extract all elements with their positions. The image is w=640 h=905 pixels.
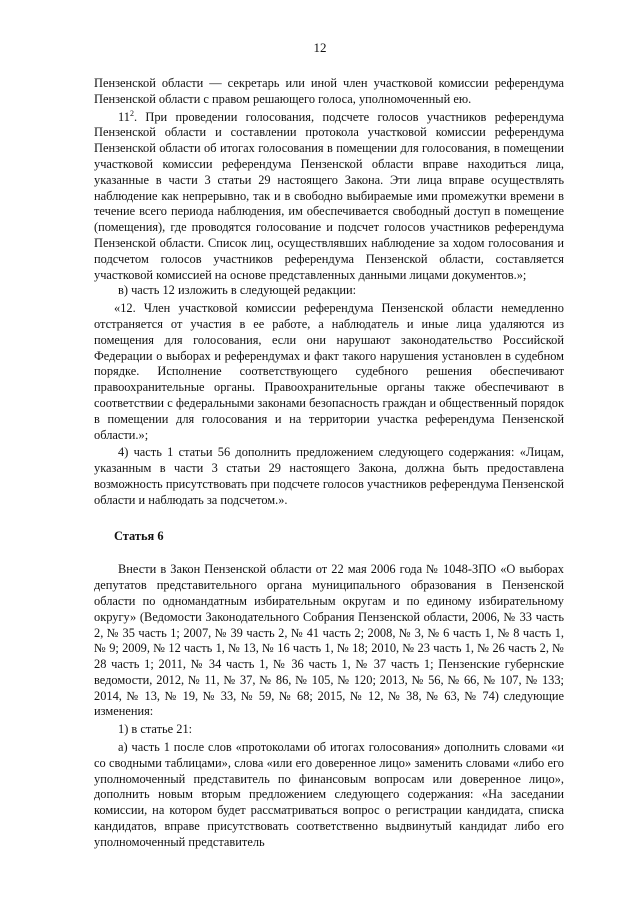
page-number: 12 — [313, 40, 327, 55]
paragraph-item-v: в) часть 12 изложить в следующей редакции: — [118, 283, 357, 298]
paragraph-article-6-intro: Внести в Закон Пензенской области от 22 мая 2006 года № 1048-ЗПО «О выборах депутатов представительного органа муниципального образования в Пензенской области по одномандатным избирательным округам и по единому избирательному округу» (Ведомости Законодательного Собрания Пензенской области, 2006, № 33 часть 2, № 35 часть 1; 2007, № 39 часть 2, № 41 часть 2; 2008, № 3, № 6 часть 1, № 8 часть 1, № 9; 2009, № 12 часть 1, № 13, № 16 часть 1, № 18; 2010, № 23 часть 1, № 26 часть 2, № 28 часть 1; 2011, № 34 часть 1, № 36 часть 1, № 37 часть 1; Пензенские губернские ведомости, 2012, № 11, № 37, № 86, № 105, № 120; 2013, № 56, № 66, № 107, № 133; 2014, № 13, № 19, № 33, № 59, № 68; 2015, № 12, № 38, № 63, № 74) следующие изменения: — [94, 562, 564, 719]
document-body — [94, 76, 564, 851]
paragraph-item-a: а) часть 1 после слов «протоколами об итогах голосования» дополнить словами «и со сводными таблицами», слова «или его доверенное лицо» заменить словами «либо его уполномоченный представитель по финансовым вопросам или доверенное лицо», дополнить новым вторым предложением следующего содержания: «На заседании комиссии, на котором будет рассматриваться вопрос о регистрации кандидата, списка кандидатов, вправе присутствовать соответственно выдвинутый кандидат либо его уполномоченный представитель — [94, 740, 564, 849]
clause-number: 11 — [118, 109, 130, 124]
paragraph-item-1: 1) в статье 21: — [118, 722, 193, 737]
paragraph-continuation: Пензенской области — секретарь или иной член участковой комиссии референдума Пензенской области с правом решающего голоса, уполномоченный ею. — [94, 76, 564, 106]
paragraph-item-4: 4) часть 1 статьи 56 дополнить предложением следующего содержания: «Лицам, указанным в части 3 статьи 29 настоящего Закона, должна быть предоставлена возможность присутствовать при подсчете голосов участников референдума Пензенской области и наблюдать за подсчетом.». — [94, 445, 564, 507]
article-heading: Статья 6 — [114, 528, 164, 543]
clause-text: . При проведении голосования, подсчете голосов участников референдума Пензенской области и составлении протокола участковой комиссии референдума Пензенской области об итогах голосования в помещении для голосования, в помещении участковой комиссии референдума Пензенской области вправе находиться лица, указанные в части 3 статьи 29 настоящего Закона. Эти лица вправе осуществлять наблюдение как непрерывно, так и в свободно выбираемые ими промежутки времени в течение всего периода наблюдения, им обеспечивается свободный доступ в помещение (помещения), где проводятся голосование и подсчет голосов участников референдума Пензенской области. Список лиц, осуществлявших наблюдение за ходом голосования и подсчетом голосов участников референдума Пензенской области, составляется участковой комиссией на основе представленных данными лицами документов.»; — [94, 109, 564, 282]
clause-superscript: 2 — [129, 108, 134, 118]
paragraph-part-12: «12. Член участковой комиссии референдума Пензенской области немедленно отстраняется от участия в ее работе, а наблюдатель и иные лица удаляются из помещения для голосования, если они нарушают законодательство Российской Федерации о выборах и референдумах и факт такого нарушения установлен в судебном порядке. Исполнение соответствующего судебного решения обеспечивают правоохранительные органы. Правоохранительные органы также обеспечивают в соответствии с федеральными законами безопасность граждан и общественный порядок в помещении для голосования и на территории участка референдума Пензенской области.»; — [94, 301, 564, 442]
paragraph-11-2 — [94, 110, 564, 284]
